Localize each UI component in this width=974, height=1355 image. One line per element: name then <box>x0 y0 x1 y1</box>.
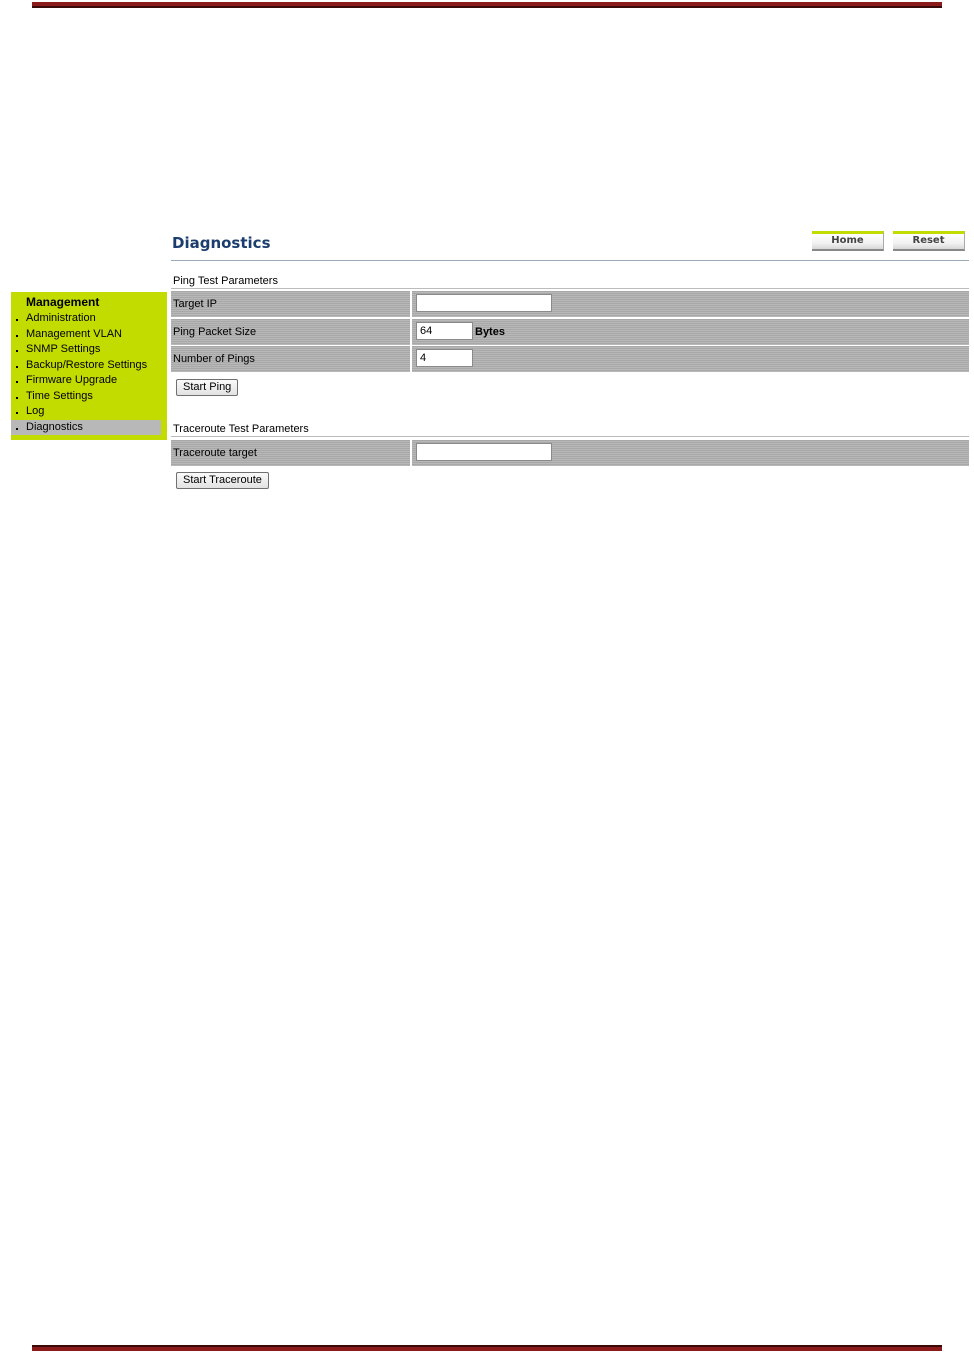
page-bottom-rule <box>32 1345 942 1351</box>
sidebar-item-log[interactable] <box>11 404 167 420</box>
sidebar-item-administration[interactable] <box>11 311 167 327</box>
bullet-icon <box>16 428 18 430</box>
bullet-icon <box>16 381 18 383</box>
sidebar-item-firmware-upgrade[interactable] <box>11 373 167 389</box>
target-ip-input[interactable] <box>416 294 552 312</box>
bullet-icon <box>16 350 18 352</box>
start-traceroute-button[interactable]: Start Traceroute <box>176 472 269 489</box>
ping-section-divider <box>171 288 969 289</box>
packet-size-input[interactable] <box>416 322 473 340</box>
ping-section-label: Ping Test Parameters <box>173 275 278 287</box>
traceroute-target-label: Traceroute target <box>173 447 257 459</box>
title-divider <box>171 260 969 261</box>
sidebar-title: Management <box>26 295 100 309</box>
traceroute-section-divider <box>171 436 969 437</box>
row-divider <box>410 346 412 372</box>
sidebar-item-label: Log <box>26 405 45 417</box>
page-title: Diagnostics <box>172 234 271 252</box>
bullet-icon <box>16 319 18 321</box>
packet-size-unit: Bytes <box>475 326 505 338</box>
num-pings-row <box>171 346 969 372</box>
bullet-icon <box>16 397 18 399</box>
sidebar-item-label: Management VLAN <box>26 327 122 340</box>
traceroute-target-input[interactable] <box>416 443 552 461</box>
sidebar-item-label: Time Settings <box>26 389 93 402</box>
sidebar <box>11 292 167 440</box>
row-divider <box>410 291 412 317</box>
sidebar-item-label: Diagnostics <box>26 420 83 433</box>
row-divider <box>410 440 412 466</box>
sidebar-item-label: Backup/Restore Settings <box>26 358 148 371</box>
num-pings-label: Number of Pings <box>173 353 255 365</box>
sidebar-item-time-settings[interactable] <box>11 389 167 405</box>
row-divider <box>410 319 412 345</box>
bullet-icon <box>16 366 18 368</box>
sidebar-item-label: Administration <box>26 312 96 324</box>
num-pings-input[interactable] <box>416 349 473 367</box>
sidebar-item-management-vlan[interactable] <box>11 327 167 343</box>
sidebar-item-snmp-settings[interactable] <box>11 342 167 358</box>
bullet-icon <box>16 335 18 337</box>
target-ip-row <box>171 291 969 317</box>
traceroute-section-label: Traceroute Test Parameters <box>173 423 309 435</box>
sidebar-item-backup-restore[interactable] <box>11 358 167 374</box>
sidebar-item-label: SNMP Settings <box>26 343 101 355</box>
start-ping-button[interactable]: Start Ping <box>176 379 238 396</box>
home-button[interactable]: Home <box>812 231 884 251</box>
sidebar-item-label: Firmware Upgrade <box>26 374 118 386</box>
page-top-rule <box>32 2 942 8</box>
target-ip-label: Target IP <box>173 298 218 310</box>
packet-size-label: Ping Packet Size <box>173 326 257 338</box>
sidebar-list <box>11 311 167 435</box>
reset-button[interactable]: Reset <box>893 231 965 251</box>
packet-size-row <box>171 319 969 345</box>
bullet-icon <box>16 412 18 414</box>
traceroute-target-row <box>171 440 969 466</box>
sidebar-item-diagnostics[interactable] <box>11 420 161 436</box>
